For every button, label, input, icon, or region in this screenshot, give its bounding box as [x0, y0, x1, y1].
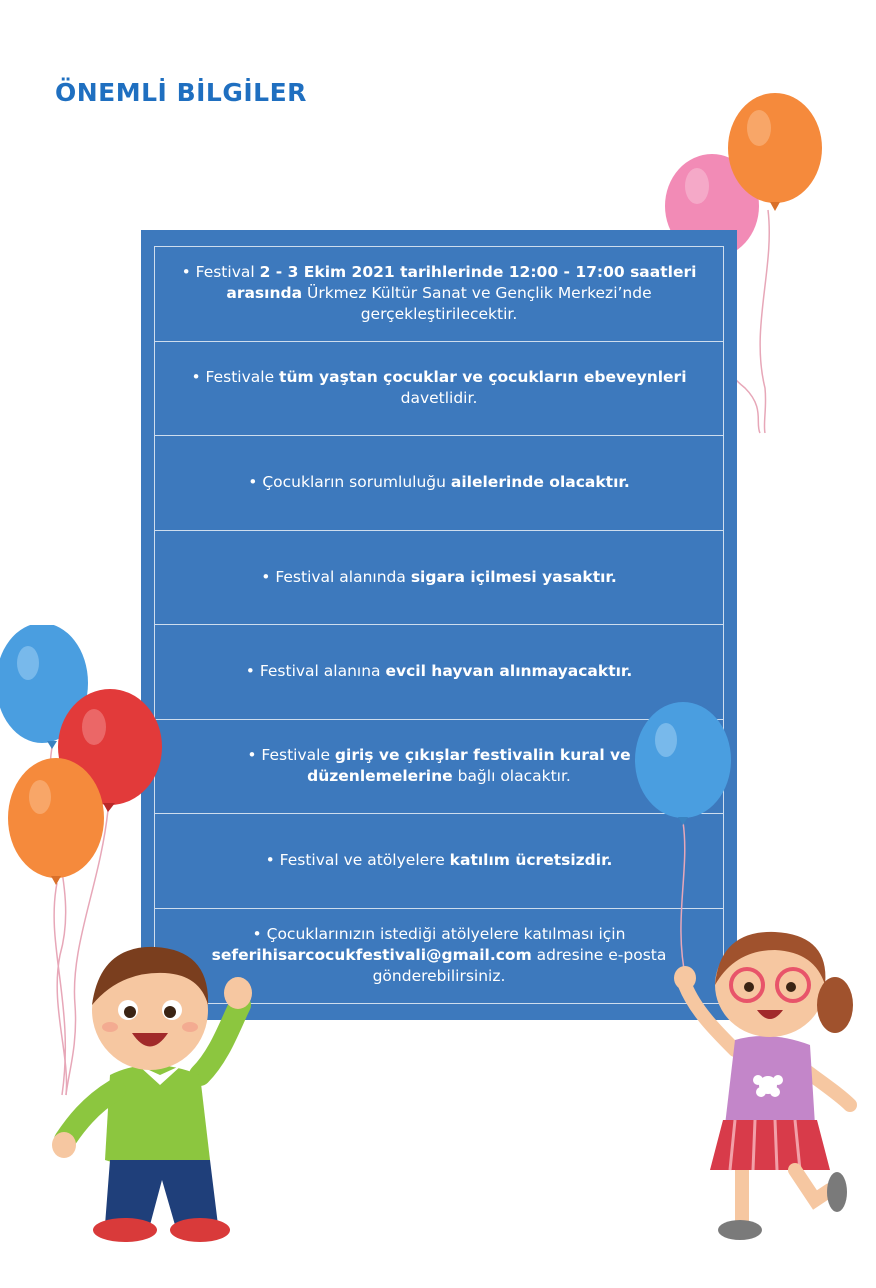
- info-text-bold: seferihisarcocukfestivali@gmail.com: [211, 946, 532, 965]
- info-row: [155, 436, 723, 531]
- info-row-text: [266, 850, 613, 871]
- info-text: bağlı olacaktır.: [452, 767, 571, 786]
- info-text: • Festival ve atölyelere: [265, 851, 450, 870]
- info-text: adresine e-posta gönderebilirsiniz.: [372, 946, 667, 986]
- info-row-text: [261, 567, 616, 588]
- info-row-text: [246, 661, 633, 682]
- info-text: Ürkmez Kültür Sanat ve Gençlik Merkezi’nde gerçekleştirilecektir.: [302, 284, 652, 324]
- info-row: [155, 247, 723, 342]
- info-text-bold: sigara içilmesi yasaktır.: [410, 567, 617, 586]
- info-row: [155, 342, 723, 437]
- info-row-text: [248, 472, 629, 493]
- info-text: davetlidir.: [400, 389, 478, 408]
- info-text-bold: 2 - 3 Ekim 2021 tarihlerinde 12:00 - 17:00 saatleri arasında: [226, 263, 697, 303]
- info-row-text: [177, 745, 701, 787]
- info-text-bold: ailelerinde olacaktır.: [450, 473, 630, 492]
- info-text: • Festival: [181, 263, 260, 282]
- info-text-bold: evcil hayvan alınmayacaktır.: [385, 662, 633, 681]
- info-text: • Çocukların sorumluluğu: [248, 473, 451, 492]
- page-title: ÖNEMLİ BİLGİLER: [55, 78, 307, 107]
- info-text: • Festival alanında: [261, 567, 411, 586]
- girl-illustration: [665, 930, 865, 1250]
- boy-illustration: [50, 925, 260, 1255]
- info-row-text: [177, 367, 701, 409]
- info-row-text: [177, 262, 701, 325]
- info-text: • Festivale: [247, 746, 335, 765]
- info-text: • Festivale: [191, 368, 280, 387]
- info-text-bold: katılım ücretsizdir.: [449, 851, 613, 870]
- info-text: • Çocuklarınızın istediği atölyelere katılması için: [252, 925, 626, 944]
- info-text: • Festival alanına: [245, 662, 386, 681]
- info-text-bold: tüm yaştan çocuklar ve çocukların ebeveynleri: [279, 368, 687, 387]
- info-row: [155, 531, 723, 626]
- info-text-bold: giriş ve çıkışlar festivalin kural ve düzenlemelerine: [307, 746, 631, 786]
